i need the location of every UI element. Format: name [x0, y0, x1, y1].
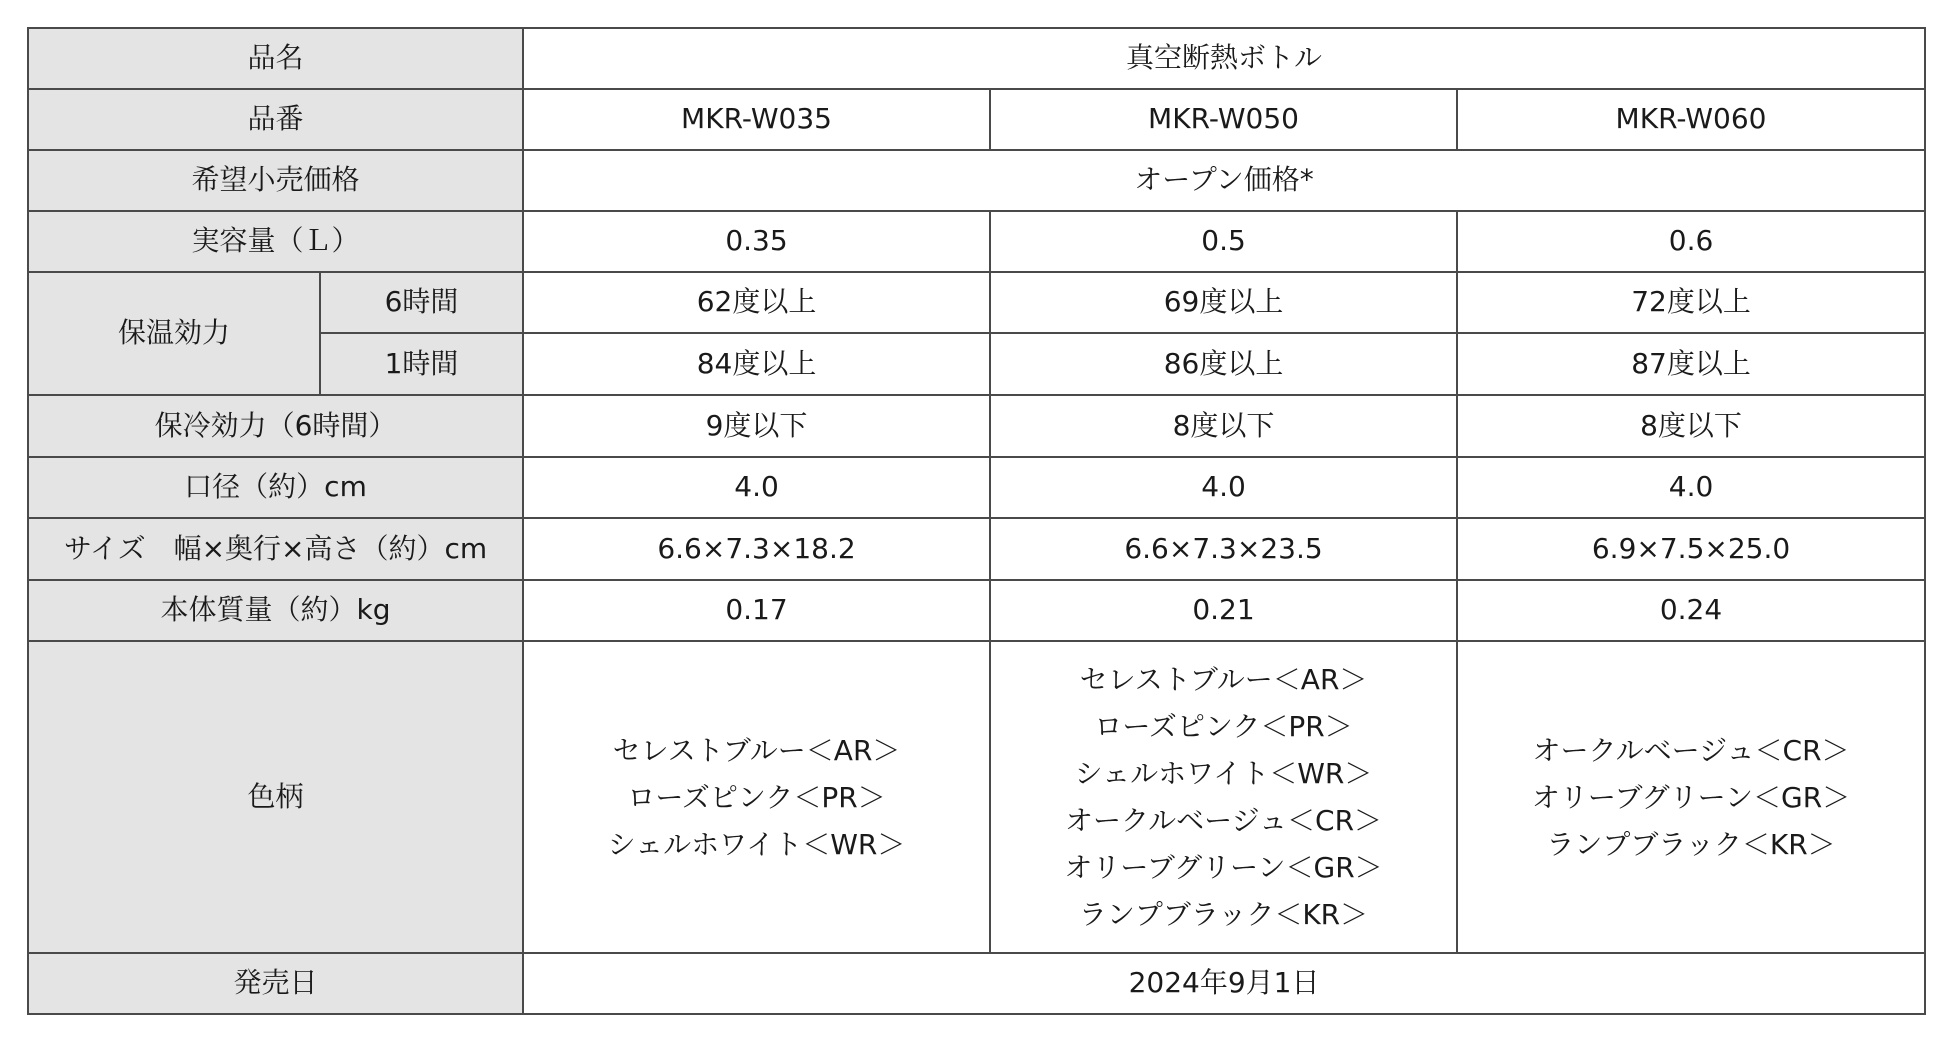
value-model-w060: MKR-W060: [1457, 89, 1925, 150]
value-colors-w060: [1457, 641, 1925, 953]
row-model: [28, 89, 1925, 150]
value-mouth-w060: 4.0: [1457, 457, 1925, 518]
value-heat-6h-w035: 62度以上: [523, 272, 990, 333]
value-capacity-w035: 0.35: [523, 211, 990, 272]
row-mouth: [28, 457, 1925, 518]
color-item: セレストブルー＜AR＞: [612, 733, 901, 767]
label-release: 発売日: [28, 953, 523, 1014]
color-item: ローズピンク＜PR＞: [1094, 710, 1353, 743]
row-release: [28, 953, 1925, 1014]
label-heat-1h: 1時間: [320, 333, 523, 395]
row-price: [28, 150, 1925, 211]
value-name: 真空断熱ボトル: [523, 28, 1925, 89]
color-item: オークルベージュ＜CR＞: [1532, 733, 1850, 767]
value-weight-w060: 0.24: [1457, 580, 1925, 641]
label-size: サイズ 幅×奥行×高さ（約）cm: [28, 518, 523, 580]
row-colors: [28, 641, 1925, 953]
value-release: 2024年9月1日: [523, 953, 1925, 1014]
value-heat-1h-w060: 87度以上: [1457, 333, 1925, 395]
value-heat-6h-w060: 72度以上: [1457, 272, 1925, 333]
value-mouth-w050: 4.0: [990, 457, 1457, 518]
label-cold: 保冷効力（6時間）: [28, 395, 523, 457]
label-name: 品名: [28, 28, 523, 89]
value-price: オープン価格*: [523, 150, 1925, 211]
color-item: シェルホワイト＜WR＞: [1074, 757, 1373, 790]
color-list-w060: [1458, 727, 1924, 868]
value-model-w035: MKR-W035: [523, 89, 990, 150]
value-colors-w050: [990, 641, 1457, 953]
value-size-w035: 6.6×7.3×18.2: [523, 518, 990, 580]
value-capacity-w050: 0.5: [990, 211, 1457, 272]
value-mouth-w035: 4.0: [523, 457, 990, 518]
label-colors: 色柄: [28, 641, 523, 953]
color-item: ローズピンク＜PR＞: [627, 780, 886, 814]
row-weight: [28, 580, 1925, 641]
color-item: オリーブグリーン＜GR＞: [1064, 851, 1383, 884]
value-size-w050: 6.6×7.3×23.5: [990, 518, 1457, 580]
label-weight: 本体質量（約）kg: [28, 580, 523, 641]
value-weight-w050: 0.21: [990, 580, 1457, 641]
color-item: オークルベージュ＜CR＞: [1064, 804, 1383, 837]
color-item: ランプブラック＜KR＞: [1546, 827, 1836, 861]
label-model: 品番: [28, 89, 523, 150]
label-price: 希望小売価格: [28, 150, 523, 211]
value-heat-1h-w035: 84度以上: [523, 333, 990, 395]
color-list-w035: [524, 727, 989, 868]
color-item: セレストブルー＜AR＞: [1079, 663, 1368, 696]
value-heat-1h-w050: 86度以上: [990, 333, 1457, 395]
label-heat-6h: 6時間: [320, 272, 523, 333]
color-item: オリーブグリーン＜GR＞: [1531, 780, 1851, 814]
value-model-w050: MKR-W050: [990, 89, 1457, 150]
row-heat-6h: [28, 272, 1925, 333]
value-cold-w050: 8度以下: [990, 395, 1457, 457]
value-size-w060: 6.9×7.5×25.0: [1457, 518, 1925, 580]
value-cold-w035: 9度以下: [523, 395, 990, 457]
row-name: [28, 28, 1925, 89]
label-capacity: 実容量（Ｌ）: [28, 211, 523, 272]
value-weight-w035: 0.17: [523, 580, 990, 641]
row-capacity: [28, 211, 1925, 272]
label-heat: 保温効力: [28, 272, 320, 395]
spec-table: [27, 27, 1926, 1015]
value-colors-w035: [523, 641, 990, 953]
row-size: [28, 518, 1925, 580]
color-item: シェルホワイト＜WR＞: [607, 827, 906, 861]
row-cold: [28, 395, 1925, 457]
value-capacity-w060: 0.6: [1457, 211, 1925, 272]
label-mouth: 口径（約）cm: [28, 457, 523, 518]
color-list-w050: [991, 656, 1456, 938]
value-heat-6h-w050: 69度以上: [990, 272, 1457, 333]
value-cold-w060: 8度以下: [1457, 395, 1925, 457]
color-item: ランプブラック＜KR＞: [1078, 898, 1369, 931]
